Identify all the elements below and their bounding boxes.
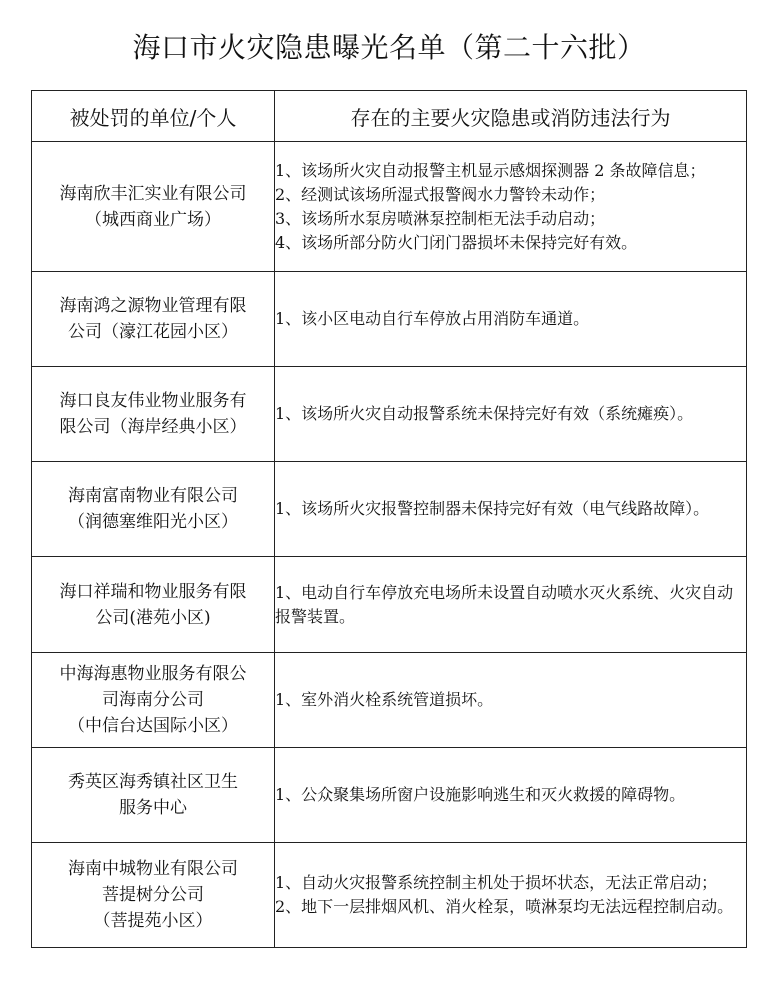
issue-cell [275,462,747,557]
table-row [32,843,747,948]
unit-name-line: 公司（濠江花园小区） [68,322,238,342]
unit-cell [32,843,275,948]
issue-item: 1、电动自行车停放充电场所未设置自动喷水灭火系统、火灾自动报警装置。 [275,582,734,626]
unit-name-line: 菩提树分公司 [102,885,204,905]
header-unit: 被处罚的单位/个人 [32,91,275,142]
issue-item: 1、公众聚集场所窗户设施影响逃生和灭火救援的障碍物。 [275,785,686,804]
table-row [32,557,747,653]
issue-cell [275,843,747,948]
unit-cell [32,272,275,367]
unit-name-line: 海口祥瑞和物业服务有限 [59,581,247,602]
issue-item: 1、该场所火灾自动报警主机显示感烟探测器 2 条故障信息； [275,160,706,180]
issue-item: 1、自动火灾报警系统控制主机处于损坏状态，无法正常启动； [275,873,718,892]
issue-item: 1、该场所火灾报警控制器未保持完好有效（电气线路故障）。 [275,499,710,518]
table-row [32,142,747,272]
unit-name-line: 海口良友伟业物业服务有 [59,391,247,411]
unit-name-line: （菩提苑小区） [93,911,213,931]
unit-name-line: 服务中心 [119,798,187,818]
issue-item: 1、该场所火灾自动报警系统未保持完好有效（系统瘫痪）。 [275,404,694,423]
page-title: 海口市火灾隐患曝光名单（第二十六批） [132,31,646,64]
table-row [32,272,747,367]
table-row [32,367,747,462]
issue-cell [275,653,747,748]
issue-cell [275,748,747,843]
unit-name-line: 海南富南物业有限公司 [68,486,238,506]
unit-name-line: 海南鸿之源物业管理有限 [59,296,247,316]
issue-item: 2、地下一层排烟风机、消火栓泵，喷淋泵均无法远程控制启动。 [275,897,734,916]
hazard-table [31,90,747,948]
unit-name-line: 司海南分公司 [102,690,204,710]
unit-name-line: 秀英区海秀镇社区卫生 [68,772,238,792]
unit-cell [32,748,275,843]
table-row [32,653,747,748]
unit-name-line: （中信台达国际小区） [68,716,238,736]
unit-name-line: （城西商业广场） [85,209,221,230]
unit-name-line: 海南中城物业有限公司 [68,859,238,879]
table-row [32,462,747,557]
issue-item: 4、该场所部分防火门闭门器损坏未保持完好有效。 [275,232,638,252]
issue-item: 1、该小区电动自行车停放占用消防车通道。 [275,309,590,328]
issue-item: 3、该场所水泵房喷淋泵控制柜无法手动启动； [275,208,606,228]
unit-name-line: 公司(港苑小区) [95,607,211,628]
unit-name-line: 限公司（海岸经典小区） [59,417,247,437]
unit-cell [32,367,275,462]
issue-cell [275,367,747,462]
unit-name-line: 中海海惠物业服务有限公 [59,664,247,684]
unit-name-line: 海南欣丰汇实业有限公司 [59,183,247,204]
table-header-row [32,91,747,142]
unit-cell [32,653,275,748]
unit-name-line: （润德塞维阳光小区） [68,512,238,532]
issue-cell [275,142,747,272]
unit-cell [32,557,275,653]
issue-item: 2、经测试该场所湿式报警阀水力警铃未动作； [275,184,606,204]
table-row [32,748,747,843]
header-issue: 存在的主要火灾隐患或消防违法行为 [275,91,747,142]
issue-item: 1、室外消火栓系统管道损坏。 [275,690,494,709]
unit-cell [32,142,275,272]
unit-cell [32,462,275,557]
issue-cell [275,557,747,653]
issue-cell [275,272,747,367]
